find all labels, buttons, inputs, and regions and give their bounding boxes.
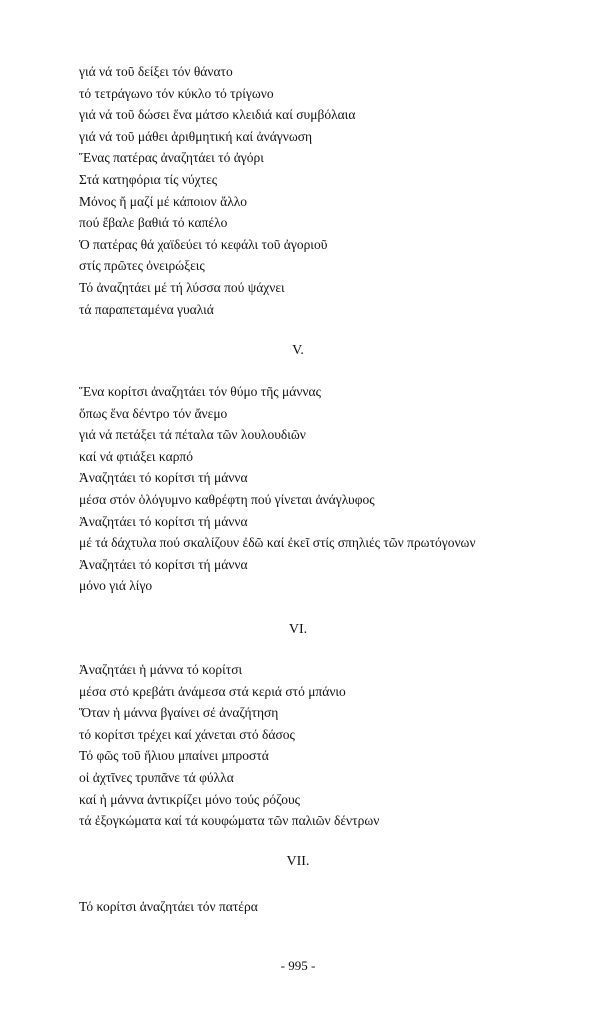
stanza-v [79, 381, 559, 597]
poem-line: Ἕνας πατέρας ἀναζητάει τό ἀγόρι [79, 150, 264, 166]
poem-line: Ἀναζητάει τό κορίτσι τή μάννα [79, 470, 248, 486]
poem-line: γιά νά τοῦ δείξει τόν θάνατο [79, 64, 233, 79]
poem-line: Τό φῶς τοῦ ἥλιου μπαίνει μπροστά [79, 748, 269, 764]
poem-line: Στά κατηφόρια τίς νύχτες [79, 171, 218, 187]
poem-line: Ἕνα κορίτσι ἀναζητάει τόν θύμο τῆς μάννας [79, 384, 321, 399]
poem-line: Ἀναζητάει τό κορίτσι τή μάννα [79, 513, 248, 529]
poem-line: οἱ ἀχτῖνες τρυπᾶνε τά φύλλα [79, 769, 234, 785]
poem-line: μόνο γιά λίγο [79, 578, 153, 594]
poem-line: Ἀναζητάει ἡ μάννα τό κορίτσι [79, 662, 243, 677]
poem-line: ὅπως ἕνα δέντρο τόν ἄνεμο [79, 405, 228, 421]
poem-line: μέσα στόν ὁλόγυμνο καθρέφτη πού γίνεται ἀνάγλυφος [79, 491, 375, 507]
poem-line: γιά νά τοῦ μάθει ἀριθμητική καί ἀνάγνωση [79, 128, 313, 144]
poem-line: Τό κορίτσι ἀναζητάει τόν πατέρα [79, 899, 258, 914]
page-number: - 995 - [280, 958, 316, 973]
poem-line: τά παραπεταμένα γυαλιά [79, 301, 214, 317]
poem-line: Μόνος ἤ μαζί μέ κάποιον ἄλλο [79, 193, 248, 209]
stanza-vi [79, 659, 559, 832]
poem-line: στίς πρῶτες ὀνειρώξεις [79, 258, 205, 274]
poem-line: Ἀναζητάει τό κορίτσι τή μάννα [79, 556, 248, 572]
stanza-vii [79, 896, 559, 918]
poem-line: γιά νά πετάξει τά πέταλα τῶν λουλουδιῶν [79, 427, 306, 443]
stanza-continued [79, 61, 559, 320]
poem-line: Ὅταν ἡ μάννα βγαίνει σέ ἀναζήτηση [79, 705, 279, 721]
poem-line: μέσα στό κρεβάτι ἀνάμεσα στά κεριά στό μπάνιο [79, 683, 346, 699]
poem-line: γιά νά τοῦ δώσει ἕνα μάτσο κλειδιά καί συμβόλαια [79, 107, 356, 123]
section-heading-vi: VI. [288, 622, 308, 637]
poem-line: Τό ἀναζητάει μέ τή λύσσα πού ψάχνει [79, 279, 285, 295]
poem-line: τά ἐξογκώματα καί τά κουφώματα τῶν παλιῶν δέντρων [79, 813, 380, 829]
poem-line: τό τετράγωνο τόν κύκλο τό τρίγωνο [79, 85, 274, 101]
poem-line: μέ τά δάχτυλα πού σκαλίζουν ἐδῶ καί ἐκεῖ στίς σπηλιές τῶν πρωτόγονων [79, 535, 476, 551]
section-heading-v: V. [292, 343, 304, 358]
poem-line: πού ἔβαλε βαθιά τό καπέλο [79, 215, 228, 231]
poem-line: καί νά φτιάξει καρπό [79, 448, 193, 464]
section-heading-vii: VII. [286, 854, 310, 869]
poem-line: Ὁ πατέρας θά χαϊδεύει τό κεφάλι τοῦ ἀγοριοῦ [79, 236, 328, 252]
poem-line: τό κορίτσι τρέχει καί χάνεται στό δάσος [79, 726, 295, 742]
poem-line: καί ἡ μάννα ἀντικρίζει μόνο τούς ρόζους [79, 791, 300, 807]
